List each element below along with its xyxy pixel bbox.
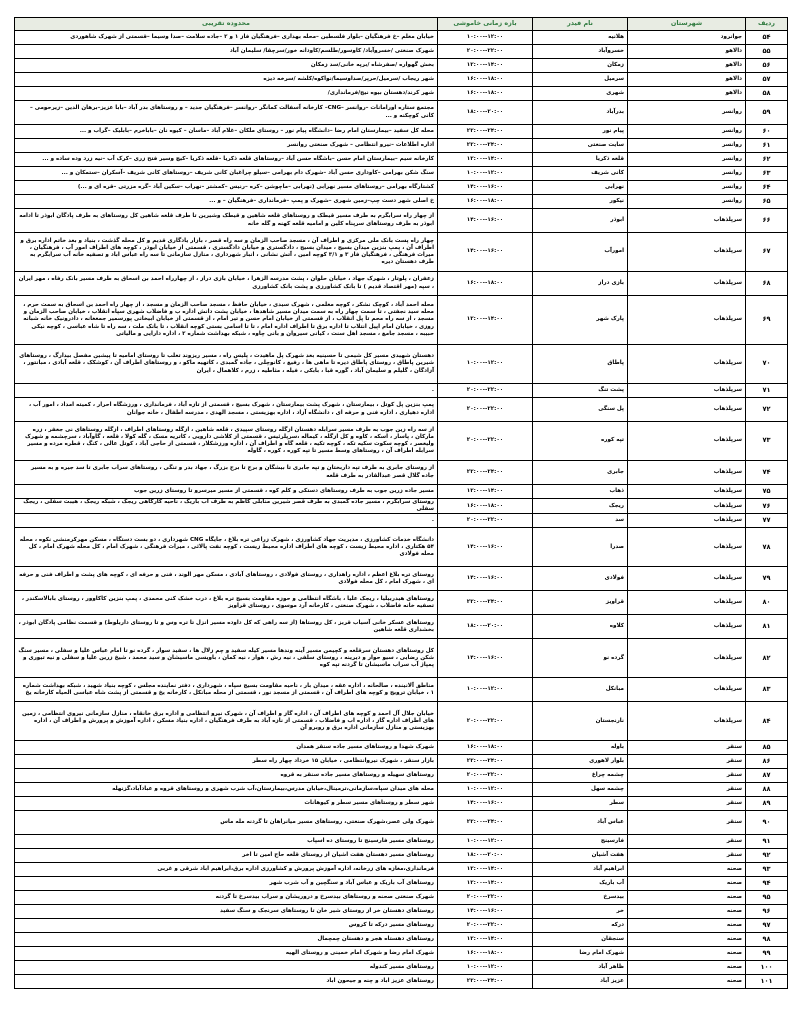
table-row [15, 975, 788, 989]
feeder-cell: عزیز آباد [533, 975, 628, 989]
header-area: محدوده تقریبی [15, 18, 438, 31]
row-number-cell: ۹۹ [746, 947, 788, 961]
row-number-cell: ۵۵ [746, 45, 788, 59]
area-cell: پمپ بنزین پل کوتل ، بیمارستان ، شهرک پشت بیمارستان ، شهرک بسیج ، قسمتی از تازه آباد ، فرمانداری ، ورزشگاه احرار ، کمیته امداد ، امور آب ، اداره دهیاری ، اداره فنی و حرفه ای ، دانشگاه آزاد ، اداره بهزیستی ، مسجد الهدی ، مدرسه اطفال ، خانه جوانان [15, 398, 438, 422]
feeder-cell: پیام نور [533, 125, 628, 139]
feeder-cell: پل سنگی [533, 398, 628, 422]
outage-time-cell: ۱۲:۰۰--۱۴:۰۰ [438, 863, 533, 877]
city-cell: صحنه [628, 961, 746, 975]
feeder-cell: سنجقان [533, 933, 628, 947]
area-cell: روستاهای مسیر کندوله [15, 961, 438, 975]
area-cell: خیابان معلم –خ فرهنگیان –بلوار فلسطین –محله بهداری –فرهنگیان فاز ۱ و ۲ –جاده سلامت –صدا وسیما –قسمتی از شهرک شاهوردی [15, 31, 438, 45]
outage-time-cell: ۱۲:۰۰--۱۴:۰۰ [438, 877, 533, 891]
area-cell: سنگ شکن بهرامی –کاوداری حسن آباد –شهرک دام بهرامی –سیلو چراغبان کانی شریف –روستاهای کانی شریف –آسکران –ستمکان و ... [15, 167, 438, 181]
outage-time-cell: ۱۲:۰۰--۱۴:۰۰ [438, 296, 533, 345]
row-number-cell: ۸۴ [746, 702, 788, 741]
table-row [15, 678, 788, 702]
city-cell: دالاهو [628, 87, 746, 101]
outage-time-cell: ۱۸:۰۰--۲۰:۰۰ [438, 615, 533, 639]
outage-time-cell: ۱۰:۰۰--۱۲:۰۰ [438, 31, 533, 45]
area-cell: کل روستاهای دهستان سرقلعه و کچیمن مسیر آینه وندها مسیر کیله سفید و چم زلال ها ، سفید سوار ، گرده نو تا امام عباس علیا و سفلی ، مسیر سنگ شکن رضایی ، سیو حوار و دیرینه ، روستای سلفی ، نیه رش ، هوار ، نیه کمان ، باویسی ماسیشان و سید محمد ، شیخ زرین علیا و سفلی و نیه تیوری و پمپاژ آب سراب ماسیشان تا گردنه تپه کوه [15, 639, 438, 678]
feeder-cell: ابوذر [533, 209, 628, 233]
feeder-cell: امورآب [533, 233, 628, 272]
area-cell: شهرک صنعتی صحنه و روستاهای بیدسرخ و دروریشان و سراب بیدسرخ تا گردنه [15, 891, 438, 905]
feeder-cell: گرده نو [533, 639, 628, 678]
city-cell: سنقر [628, 755, 746, 769]
city-cell: سرپلذهاب [628, 528, 746, 567]
city-cell: سرپلذهاب [628, 499, 746, 514]
outage-time-cell: ۲۰:۰۰--۲۲:۰۰ [438, 514, 533, 528]
area-cell: شهرک امام رضا و شهرک امام خمینی و روستای الهیه [15, 947, 438, 961]
outage-time-cell: ۱۶:۰۰--۱۸:۰۰ [438, 73, 533, 87]
area-cell: محله احمد آباد ، کوچک نشکر ، کوچه معلمی ، شهرک سیدی ، خیابان حافظ ، مسجد صاحب الزمان و مسجد ، از چهار راه احمد بن اسحاق به سمت حرم ، محله سید نجفتی ، تا سمت چهار راه به سمت میدان مسیر شاهدها ، خیابان پشت دانش اداره ب و فاضلاب شهری سپاه انقلاب ، خیابان صاحب الزمان و مسجد ، از سه راه محم تا پل انقلاب ، از قسمتی از خیابان امام حسن و تیر امام ، از قسمتی از خیابان ابیخانی پورسمیر جمعغانه ، دادرونیک خانه شبانه روزی ، خیابان امام اپیل انتلاب تا اداره برق تا اطراف اداره امام ، تا تا اسامی بستی کوچه انقلاب ، تا بانک ملت ، سه راه تا شاه عباسی ، کوچه نیکی حبیبه ، مسجد جامع ، مسجد اهل سنت ، کیانی سیروان و بانی چاوه ، شبکه بهداشت شماره ۲ ، اداره دارایی و مالیاتی [15, 296, 438, 345]
feeder-cell: نیکور [533, 195, 628, 209]
row-number-cell: ۷۸ [746, 528, 788, 567]
outage-time-cell: ۱۲:۰۰--۱۴:۰۰ [438, 59, 533, 73]
row-number-cell: ۶۵ [746, 195, 788, 209]
table-row [15, 947, 788, 961]
area-cell: روستاهای مسیر درکه تا کروس [15, 919, 438, 933]
table-row [15, 272, 788, 296]
city-cell: روانسر [628, 101, 746, 125]
city-cell: سنقر [628, 783, 746, 797]
outage-time-cell: ۲۰:۰۰--۲۲:۰۰ [438, 384, 533, 398]
outage-time-cell: ۱۶:۰۰--۱۸:۰۰ [438, 272, 533, 296]
row-number-cell: ۹۲ [746, 849, 788, 863]
area-cell: روستاهای سهیله و روستاهای مسیر جاده سنقر به قروه [15, 769, 438, 783]
city-cell: سرپلذهاب [628, 702, 746, 741]
feeder-cell: چشمه سهل [533, 783, 628, 797]
area-cell: فرمانداری،مغازه های زرخانه، اداره آموزش پرورش و کشاورزی اداره برق،ابراهیم اباد شرقی و غربی [15, 863, 438, 877]
area-cell: از روستای جابری به طرف تپه داربختان و تپه جابری تا بیشگان و برج تا برج بزرگ ، جهاد بدر و تنگی ، روستاهای سراب جابری تا سد جیره و به مسیر جاده گلال قصر عبدالقادر به طرف قلعه [15, 461, 438, 485]
outage-time-cell: ۱۶:۰۰--۱۸:۰۰ [438, 87, 533, 101]
feeder-cell: بدرآباد [533, 101, 628, 125]
table-row [15, 891, 788, 905]
row-number-cell: ۶۱ [746, 139, 788, 153]
city-cell: سرپلذهاب [628, 514, 746, 528]
feeder-cell: عباس آباد [533, 811, 628, 835]
city-cell: سنقر [628, 849, 746, 863]
row-number-cell: ۹۶ [746, 905, 788, 919]
area-cell: روستای سرابگرم ، مسیر جاده گمبدی به طرف قصر شیرین منابلی کاظم به طرف آب باریک ، ناحیه کارگاهی ریجک ، شبکه ریجک ، هیبت سفلی ، ریجک سفلی [15, 499, 438, 514]
table-row [15, 702, 788, 741]
outage-time-cell: ۱۸:۰۰--۲۰:۰۰ [438, 101, 533, 125]
feeder-cell: بازی دراز [533, 272, 628, 296]
city-cell: روانسر [628, 195, 746, 209]
row-number-cell: ۸۰ [746, 591, 788, 615]
city-cell: سرپلذهاب [628, 209, 746, 233]
table-row [15, 101, 788, 125]
feeder-cell: کلاوه [533, 615, 628, 639]
city-cell: سرپلذهاب [628, 615, 746, 639]
table-row [15, 811, 788, 835]
row-number-cell: ۹۱ [746, 835, 788, 849]
area-cell: روستاهای دهستان خر از روستای شیر خان تا روستاهای سرنجک و سنگ سفید [15, 905, 438, 919]
feeder-cell: خسروآباد [533, 45, 628, 59]
table-row [15, 499, 788, 514]
row-number-cell: ۶۳ [746, 167, 788, 181]
outage-time-cell: ۲۲:۰۰--۲۴:۰۰ [438, 139, 533, 153]
city-cell: صحنه [628, 905, 746, 919]
row-number-cell: ۱۰۱ [746, 975, 788, 989]
city-cell: صحنه [628, 933, 746, 947]
row-number-cell: ۷۲ [746, 398, 788, 422]
city-cell: صحنه [628, 877, 746, 891]
city-cell: سنقر [628, 811, 746, 835]
feeder-cell: هفت آشیان [533, 849, 628, 863]
row-number-cell: ۶۶ [746, 209, 788, 233]
row-number-cell: ۹۷ [746, 919, 788, 933]
city-cell: سرپلذهاب [628, 678, 746, 702]
feeder-cell: شهری [533, 87, 628, 101]
outage-time-cell: ۱۰:۰۰--۱۲:۰۰ [438, 783, 533, 797]
area-cell: شهرک شهدا و روستاهای مسیر جاده سنقر همدان [15, 741, 438, 755]
outage-time-cell: ۲۲:۰۰--۲۴:۰۰ [438, 461, 533, 485]
feeder-cell: صدرا [533, 528, 628, 567]
city-cell: سرپلذهاب [628, 567, 746, 591]
table-row [15, 567, 788, 591]
city-cell: دالاهو [628, 73, 746, 87]
city-cell: سنقر [628, 797, 746, 811]
area-cell: محله های میدان سپاه،سازمانی،ترمینال،خیابان مدرس،بیمارستان،آب شرب شهری و روستاهای قروه و عبادآباد،گزنهله [15, 783, 438, 797]
table-row [15, 345, 788, 384]
row-number-cell: ۸۲ [746, 639, 788, 678]
row-number-cell: ۶۲ [746, 153, 788, 167]
city-cell: صحنه [628, 891, 746, 905]
outage-time-cell: ۱۰:۰۰--۱۲:۰۰ [438, 678, 533, 702]
city-cell: صحنه [628, 947, 746, 961]
row-number-cell: ۷۵ [746, 485, 788, 499]
city-cell: صحنه [628, 975, 746, 989]
outage-time-cell: ۱۶:۰۰--۱۸:۰۰ [438, 499, 533, 514]
table-body [15, 31, 788, 989]
outage-time-cell: ۱۲:۰۰--۱۴:۰۰ [438, 485, 533, 499]
city-cell: سرپلذهاب [628, 384, 746, 398]
feeder-cell: مبانکل [533, 678, 628, 702]
table-row [15, 919, 788, 933]
city-cell: سرپلذهاب [628, 233, 746, 272]
outage-time-cell: ۲۰:۰۰--۲۲:۰۰ [438, 45, 533, 59]
table-row [15, 835, 788, 849]
area-cell: روستاهای عسکر خانی آسیاب قربز ، کل روستاها (از سه راهی که کل داوده مسیر انزل تا تره وس و تا روستای داربلوط) و قسمت نظامی پادگان ابوذر ، بخشداری قلعه شاهین [15, 615, 438, 639]
city-cell: صحنه [628, 863, 746, 877]
row-number-cell: ۸۷ [746, 769, 788, 783]
table-row [15, 195, 788, 209]
table-row [15, 125, 788, 139]
outage-time-cell: ۲۲:۰۰--۲۴:۰۰ [438, 755, 533, 769]
table-row [15, 933, 788, 947]
table-row [15, 741, 788, 755]
table-row [15, 31, 788, 45]
city-cell: روانسر [628, 153, 746, 167]
outage-time-cell: ۱۶:۰۰--۱۸:۰۰ [438, 741, 533, 755]
area-cell: شهر سطر و روستاهای مسیر سطر و کیوهانات [15, 797, 438, 811]
area-cell: روستاهای آب باریک و عباس آباد و سنگچین و آب شرب شهر [15, 877, 438, 891]
city-cell: سرپلذهاب [628, 485, 746, 499]
city-cell: سنقر [628, 741, 746, 755]
row-number-cell: ۸۶ [746, 755, 788, 769]
feeder-cell: زمکان [533, 59, 628, 73]
table-row [15, 153, 788, 167]
outage-schedule-table [14, 17, 788, 989]
outage-time-cell: ۱۴:۰۰--۱۶:۰۰ [438, 209, 533, 233]
table-row [15, 615, 788, 639]
city-cell: سرپلذهاب [628, 591, 746, 615]
table-row [15, 528, 788, 567]
table-row [15, 59, 788, 73]
outage-time-cell: ۲۲:۰۰--۲۴:۰۰ [438, 975, 533, 989]
feeder-cell: کانی شریف [533, 167, 628, 181]
area-cell: شهر ریجاب /سرمیل/حرپر/صداوسیما/نواکوه/کلشه /سرخه دیزه [15, 73, 438, 87]
row-number-cell: ۵۴ [746, 31, 788, 45]
outage-time-cell: ۱۴:۰۰--۱۶:۰۰ [438, 233, 533, 272]
feeder-cell: درکه [533, 919, 628, 933]
row-number-cell: ۸۸ [746, 783, 788, 797]
area-cell: روستاهای هیدربیلیا ، ریجک علیا ، باشگاه انتظامی و حوزه مقاومت بسیج تره بلاغ ، درب خشک کنی محمدی ، پمپ بنزین کاکاوور ، روستای بابالاسکندر ، تصفیه خانه فاضلاب ، شهرک صنعتی ، کارخانه آرد موسوی ، روستای قراویز [15, 591, 438, 615]
area-cell: . [15, 514, 438, 528]
city-cell: سرپلذهاب [628, 345, 746, 384]
area-cell: روستاهای عزیز اباد و چنه و جیحون اباد [15, 975, 438, 989]
outage-time-cell: ۲۲:۰۰--۲۴:۰۰ [438, 591, 533, 615]
area-cell: از سه راه زین جوب به طرف مسیر سرابله دهستان ازگله روستای سپیدی ، قلعه شاهین ، ازگله روستاهای اطراف ، ازگله روستاهای نی جعفر ، زره مارکان ، پاسار ، اسکه ، کاوه و کل ازگله ، کیماله ،سرپلرئیس ، قسمتی از کلاشی دارویی ، کاتریه مسک ، گله کولا ، قلعه ، گاوآباد ، سرچشمه و شهرک ولیعصر ، کوچه سکوت سکیه تکه ، کوچه تکیه ، قلعه گاه و اطراف آن ، اداره ورزشکلار ، قسمتی از حاجی آباد ، کوتل عالی ، کنگ ، قطره مرده و مسیر سرابله اطراف آن ، روستاهای وسط مسیر تا تپه کوره ، کوره ، گاوله [15, 422, 438, 461]
feeder-cell: سایت صنعتی [533, 139, 628, 153]
feeder-cell: شهرک امام رضا [533, 947, 628, 961]
feeder-cell: پارک شهر [533, 296, 628, 345]
feeder-cell: پشت تنگ [533, 384, 628, 398]
feeder-cell: سطر [533, 797, 628, 811]
feeder-cell: باوله [533, 741, 628, 755]
outage-time-cell: ۱۴:۰۰--۱۶:۰۰ [438, 567, 533, 591]
outage-time-cell: ۱۲:۰۰--۱۴:۰۰ [438, 933, 533, 947]
table-row [15, 233, 788, 272]
row-number-cell: ۶۷ [746, 233, 788, 272]
row-number-cell: ۷۴ [746, 461, 788, 485]
city-cell: سرپلذهاب [628, 296, 746, 345]
row-number-cell: ۵۸ [746, 87, 788, 101]
row-number-cell: ۹۳ [746, 863, 788, 877]
feeder-cell: سد [533, 514, 628, 528]
area-cell: خ اصلی شهر دست چپ–زمین شهری –شهرک و پمپ –فرمانداری –فرهنگیان – و ... [15, 195, 438, 209]
row-number-cell: ۱۰۰ [746, 961, 788, 975]
header-outage-time: بازه زمانی خاموشی [438, 18, 533, 31]
area-cell: . [15, 384, 438, 398]
area-cell: روستاهای دهستاه هجر و دهستان چمچمال [15, 933, 438, 947]
area-cell: مجتمع ستاره اورامانات –روانسر –CNG– کارخانه آسفالت کمانگر –روانسر –فرهنگیان جدید – و روستاهای بدر آباد –بابا عزیز–برهان الدین –زیرحومی –کانی کوچکنه و ... [15, 101, 438, 125]
city-cell: جوانرود [628, 31, 746, 45]
outage-time-cell: ۱۰:۰۰--۱۲:۰۰ [438, 167, 533, 181]
area-cell: روستاهای مسیر فارسینج تا روستای ده اسپاب [15, 835, 438, 849]
row-number-cell: ۶۹ [746, 296, 788, 345]
city-cell: سرپلذهاب [628, 639, 746, 678]
table-row [15, 783, 788, 797]
area-cell: اداره اطلاعات –نیرو انتظامی – شهرک صنعتی روانسر [15, 139, 438, 153]
city-cell: سنقر [628, 835, 746, 849]
table-row [15, 139, 788, 153]
feeder-cell: خر [533, 905, 628, 919]
city-cell: سنقر [628, 769, 746, 783]
area-cell: روستای تره بلاغ اعظم ، اداره راهداری ، روستای فولادی ، روستاهای آبادی ، مسکن مهر الوند ، فنی و حرفه ای ، کوچه های پشت و اطراف فنی و حرفه ای ، شهرک امام ، کل محله فولادی [15, 567, 438, 591]
area-cell: دانشگاه خدمات کشاورزی ، مدیریت جهاد کشاورزی ، شهرک زراعی تره بلاغ ، جایگاه CNG شهرداری ، دو بست دستگاه ، مسکن مهرکرمنشی نکوه ، محله ۵۴ هکتاری ، اداره محیط زیست ، کوچه های اطراف اداره محیط زیست ، کوچه نفت پالائی ، میراث فرهنگی ، شهرک امام ، کل محله شهرک امام ، کل محله فولادی [15, 528, 438, 567]
city-cell: روانسر [628, 125, 746, 139]
area-cell: زعفران ، پلوتار ، شهرک جهاد ، خیابان حلوان ، پشت مدرسه الزهرا ، خیابان بازی دراز ، از چهارراه احمد بن اسحاق به طرف مسیر بانک رفاه ، مهر ایران ، سپه (مهر اقتصاد قدیم ) تا بانک کشاورزی و پشت بانک کشاورزی [15, 272, 438, 296]
outage-schedule-page [14, 17, 787, 989]
table-row [15, 167, 788, 181]
row-number-cell: ۵۶ [746, 59, 788, 73]
area-cell: شهرک ولی عصر،شهرک صنعتی، روستاهای مسیر میانراهان تا گردنه مله ماس [15, 811, 438, 835]
area-cell: شهر کرند/دهستان بیوه نیج/فرمانداری/ [15, 87, 438, 101]
row-number-cell: ۷۱ [746, 384, 788, 398]
table-row [15, 181, 788, 195]
table-row [15, 755, 788, 769]
city-cell: دالاهو [628, 59, 746, 73]
city-cell: سرپلذهاب [628, 422, 746, 461]
outage-time-cell: ۲۲:۰۰--۲۴:۰۰ [438, 811, 533, 835]
table-row [15, 485, 788, 499]
area-cell: از چهار راه سرابگرم به طرف مسیر قیطک و روستاهای قلعه شاهین و قیطک وشیرین تا طرف قلعه شاهین کل روستاهای به طرف پادگان ابوذر تا ادامه ابوذر به طرف روستاهای سرپناه کلین و امامیه قلعه کهنه و گله خانه [15, 209, 438, 233]
row-number-cell: ۹۵ [746, 891, 788, 905]
outage-time-cell: ۱۶:۰۰--۱۸:۰۰ [438, 195, 533, 209]
row-number-cell: ۷۳ [746, 422, 788, 461]
outage-time-cell: ۱۶:۰۰--۱۸:۰۰ [438, 947, 533, 961]
outage-time-cell: ۱۴:۰۰--۱۶:۰۰ [438, 639, 533, 678]
feeder-cell: هلانیه [533, 31, 628, 45]
row-number-cell: ۸۳ [746, 678, 788, 702]
area-cell: کارخانه سیم –بیمارستان امام حسن –باشگاه حسن آباد –روستاهای قلعه ذکریا –قلعه ذکریا –کیچ وسیر فتح زری –کرک آب –نیه زرد وده ساده و ... [15, 153, 438, 167]
outage-time-cell: ۱۴:۰۰--۱۶:۰۰ [438, 528, 533, 567]
area-cell: روستاهای مسیر دهستان هفت اشیان از روستای قلعه حاج امین تا اخر [15, 849, 438, 863]
outage-time-cell: ۲۰:۰۰--۲۲:۰۰ [438, 919, 533, 933]
area-cell: محله کل سفید –بیمارستان امام رضا –دانشگاه پیام نور – روستای ملکان –غلام آباد –ماسان – کیوه نان –باباخرم –بابلیک –گراب و ... [15, 125, 438, 139]
outage-time-cell: ۱۰:۰۰--۱۲:۰۰ [438, 345, 533, 384]
feeder-cell: پاطاق [533, 345, 628, 384]
area-cell: خیابان جلال آل احمد و کوچه های اطراف آن ، اداره گاز و اطراف آن ، شهرک نیرو انتظامی و اداره برق خانقاه ، منازل سازمانی نیروی انتظامی ، زمین های اطراف اداره گاز ، اداره اب و فاضلاب ، قسمتی از نازه آباد به طرف فرهنگیان ، اداره بنیاد مسکن ، اداره آموزش و پرورش و اطراف آن ، اداره بهزیستی و منازل سازمانی اداره برق و روبرو آن [15, 702, 438, 741]
feeder-cell: قلعه ذکریا [533, 153, 628, 167]
row-number-cell: ۹۰ [746, 811, 788, 835]
feeder-cell: ابراهیم آباد [533, 863, 628, 877]
table-row [15, 209, 788, 233]
outage-time-cell: ۱۲:۰۰--۱۴:۰۰ [438, 153, 533, 167]
feeder-cell: تپه کوره [533, 422, 628, 461]
row-number-cell: ۷۰ [746, 345, 788, 384]
table-row [15, 863, 788, 877]
feeder-cell: جابری [533, 461, 628, 485]
row-number-cell: ۶۸ [746, 272, 788, 296]
table-row [15, 514, 788, 528]
table-row [15, 877, 788, 891]
table-row [15, 639, 788, 678]
row-number-cell: ۸۱ [746, 615, 788, 639]
table-row [15, 384, 788, 398]
area-cell: بخش گهواره /صفرشاه /برپه خانی/سد زمکان [15, 59, 438, 73]
city-cell: صحنه [628, 919, 746, 933]
table-row [15, 422, 788, 461]
row-number-cell: ۵۷ [746, 73, 788, 87]
outage-time-cell: ۱۴:۰۰--۱۶:۰۰ [438, 905, 533, 919]
outage-time-cell: ۲۰:۰۰--۲۲:۰۰ [438, 398, 533, 422]
feeder-cell: ریجک [533, 499, 628, 514]
area-cell: بازار سنقر ، شهرک نیروانتظامی ، خیابان ۱۵ خرداد چهار راه سطر [15, 755, 438, 769]
row-number-cell: ۸۵ [746, 741, 788, 755]
table-row [15, 849, 788, 863]
feeder-cell: فارسینج [533, 835, 628, 849]
table-row [15, 87, 788, 101]
feeder-cell: ظاهر آباد [533, 961, 628, 975]
table-row [15, 905, 788, 919]
table-row [15, 45, 788, 59]
outage-time-cell: ۲۲:۰۰--۲۴:۰۰ [438, 125, 533, 139]
city-cell: سرپلذهاب [628, 272, 746, 296]
table-row [15, 296, 788, 345]
table-row [15, 73, 788, 87]
area-cell: چهار راه پست بانک ملی مرکزی و اطراف آن ، مسجد صاحب الزمان و سه راه قصر ، بازار یادگاری قدیم و کل محله گذشت ، بنیاد و بعد خاتم اداره برق و اطراف آن ، پمپ بنزین میدان بسیج ، میدان بسیج ، دادگستری و خیابان دادگستری ، قسمتی از خیابان ابوذر ، کوچه های اطراف امور آب ، فرهنگیان ، میراث فرهنگی ، فرهنگیان فاز ۳ و ۳/۱ کوچه امین ، آتش نشانی ، انبار شهرداری ، منازل سازمانی تا سه راه عباس اباد و تصفیه خانه آب سرابگرم به طرف دهستان دیره [15, 233, 438, 272]
feeder-cell: بیدسرخ [533, 891, 628, 905]
header-row-number: ردیف [746, 18, 788, 31]
row-number-cell: ۹۴ [746, 877, 788, 891]
row-number-cell: ۷۶ [746, 499, 788, 514]
city-cell: دالاهو [628, 45, 746, 59]
outage-time-cell: ۱۸:۰۰--۲۰:۰۰ [438, 849, 533, 863]
row-number-cell: ۸۹ [746, 797, 788, 811]
area-cell: شهرک صنعتی /خسروآباد/ کاوسور/طلسم/کاودانه خور/سرچقا/ سلیمان آباد [15, 45, 438, 59]
outage-time-cell: ۱۰:۰۰--۱۲:۰۰ [438, 961, 533, 975]
outage-time-cell: ۱۴:۰۰--۱۶:۰۰ [438, 797, 533, 811]
area-cell: کشتارگاه بهرامی –روستاهای مسیر نهرابی (نهرابی –ماچوشن –کره –رنیس –کمشتر –نهراب –سکین آباد –گره مزرتی –قره ای و ...) [15, 181, 438, 195]
table-row [15, 961, 788, 975]
outage-time-cell: ۲۰:۰۰--۲۲:۰۰ [438, 769, 533, 783]
feeder-cell: چشمه چراغ [533, 769, 628, 783]
row-number-cell: ۷۹ [746, 567, 788, 591]
table-row [15, 591, 788, 615]
table-header-row [15, 18, 788, 31]
feeder-cell: ذهاب [533, 485, 628, 499]
row-number-cell: ۶۴ [746, 181, 788, 195]
area-cell: مناطق آلانینده ، صالحانه ، اداره عقه ، میدان بار ، ناحیه مقاومت بسیج سپاه ، شهرداری ، دفتر نماینده مجلس ، کوچه بنیاد شهید ، شبکه بهداشت شماره ۱ ، خیابان ترویج و کوچه های اطراف آن ، قسمتی از مسجد نور ، قسمتی از محله مبانکل ، کارخانه یخ و قسمتی از پشت شاه عباسی الحیاه کارخانه یخ [15, 678, 438, 702]
table-row [15, 797, 788, 811]
row-number-cell: ۷۷ [746, 514, 788, 528]
feeder-cell: نهرابی [533, 181, 628, 195]
feeder-cell: نارنجستان [533, 702, 628, 741]
city-cell: سرپلذهاب [628, 461, 746, 485]
outage-time-cell: ۲۰:۰۰--۲۲:۰۰ [438, 702, 533, 741]
row-number-cell: ۵۹ [746, 101, 788, 125]
outage-time-cell: ۱۴:۰۰--۱۶:۰۰ [438, 181, 533, 195]
feeder-cell: قراویز [533, 591, 628, 615]
header-city: شهرستان [628, 18, 746, 31]
feeder-cell: سرمیل [533, 73, 628, 87]
row-number-cell: ۹۸ [746, 933, 788, 947]
city-cell: روانسر [628, 181, 746, 195]
city-cell: روانسر [628, 139, 746, 153]
table-row [15, 398, 788, 422]
outage-time-cell: ۱۰:۰۰--۱۲:۰۰ [438, 835, 533, 849]
city-cell: روانسر [628, 167, 746, 181]
feeder-cell: آب باریک [533, 877, 628, 891]
row-number-cell: ۶۰ [746, 125, 788, 139]
header-feeder: نام فیدر [533, 18, 628, 31]
table-row [15, 461, 788, 485]
feeder-cell: بلوار لاهوری [533, 755, 628, 769]
outage-time-cell: ۲۰:۰۰--۲۲:۰۰ [438, 891, 533, 905]
area-cell: دهستان شهیدی مسیر کل شیمی تا حسینیه بعد شهرک پل ماهیدت ، پلیس راه ، مسیر ریزوند تغلب تا روستای امامیه تا پیشین مفصل بیدارگ ، روستاهای شیرین پاطاق ، روستای پاطاق دیره تا ماهی ها ، رفیع ، کانوچلی ، جاده گمبدی ، کاتهیه ماکو ، و روستاهای اطراف آن ، کوشکک ، قلعه آبادی ، مبانتور ، آزادگان ، گلیلم و سلیمان آباد ، گوره قبا ، بابکی ، فیله ، مثاطیه ، زرم ، کلاهمال ، ایران [15, 345, 438, 384]
table-row [15, 769, 788, 783]
outage-time-cell: ۲۰:۰۰--۲۲:۰۰ [438, 422, 533, 461]
feeder-cell: فولادی [533, 567, 628, 591]
area-cell: مسیر جاده زرین جوب به طرف روستاهای دستکی و کلم کوه ، قسمتی از مسیر میرسرو تا روستای زرین جوب [15, 485, 438, 499]
city-cell: سرپلذهاب [628, 398, 746, 422]
